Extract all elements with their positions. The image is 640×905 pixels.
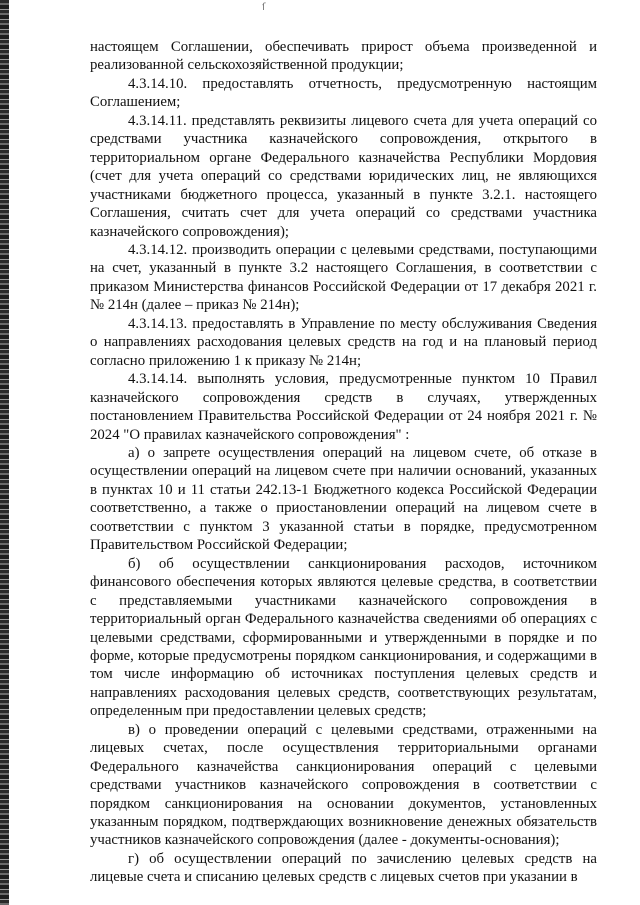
subparagraph-b: б) об осуществлении санкционирования расходов, источником финансового обеспечения которых являются целевые средства, в соответствии с представляемыми участниками казначейского сопровождения в территориальный орган Федерального казначейства сведениями об операциях с целевыми средствами, сформированными и утвержденными в порядке и по форме, которые предусмотрены порядком санкционирования, и содержащими в том числе информацию об источниках поступления целевых средств и направлениях расходования целевых средств, соответствующих результатам, определенным при предоставлении целевых средств; — [90, 555, 597, 720]
paragraph-4-3-14-12: 4.3.14.12. производить операции с целевыми средствами, поступающими на счет, указанный в пункте 3.2 настоящего Соглашения, в соответствии с приказом Министерства финансов Российской Федерации от 17 декабря 2021 г. № 214н (далее – приказ № 214н); — [90, 241, 597, 314]
subparagraph-g: г) об осуществлении операций по зачислению целевых средств на лицевые счета и списанию целевых средств с лицевых счетов при указании в — [90, 850, 597, 886]
paragraph-4-3-14-10: 4.3.14.10. предоставлять отчетность, предусмотренную настоящим Соглашением; — [90, 75, 597, 111]
paragraph-4-3-14-14: 4.3.14.14. выполнять условия, предусмотренные пунктом 10 Правил казначейского сопровождения средств в случаях, утвержденных постановлением Правительства Российской Федерации от 24 ноября 2021 г. № 2024 "О правилах казначейского сопровождения" : — [90, 371, 597, 443]
scan-mark: ſ — [262, 2, 266, 13]
scan-binding-edge — [0, 0, 9, 905]
subparagraph-v: в) о проведении операций с целевыми средствами, отраженными на лицевых счетах, после осуществления территориальными органами Федерального казначейства санкционирования операций с целевыми средствами участников казначейского сопровождения в соответствии с порядком санкционирования на основании документов, установленных указанным порядком, подтверждающих возникновение денежных обязательств участников казначейского сопровождения (далее - документы-основания); — [90, 721, 597, 849]
paragraph-4-3-14-13: 4.3.14.13. предоставлять в Управление по месту обслуживания Сведения о направлениях расходования целевых средств на год и на плановый период согласно приложению 1 к приказу № 214н; — [90, 315, 597, 369]
document-body — [90, 38, 597, 887]
subparagraph-a: а) о запрете осуществления операций на лицевом счете, об отказе в осуществлении операций на лицевом счете при наличии оснований, указанных в пунктах 10 и 11 статьи 242.13-1 Бюджетного кодекса Российской Федерации соответственно, а также о приостановлении операций на лицевом счете в соответствии с пунктом 3 указанной статьи в порядке, предусмотренном Правительством Российской Федерации; — [90, 444, 597, 554]
paragraph-continuation: настоящем Соглашении, обеспечивать прирост объема произведенной и реализованной сельскохозяйственной продукции; — [90, 39, 597, 74]
paragraph-4-3-14-11: 4.3.14.11. представлять реквизиты лицевого счета для учета операций со средствами участника казначейского сопровождения, открытого в территориальном органе Федерального казначейства Республики Мордовия (счет для учета операций со средствами юридических лиц, не являющихся участниками бюджетного процесса, указанный в пункте 3.2.1. настоящего Соглашения, считать счет для учета операций со средствами участника казначейского сопровождения); — [90, 112, 597, 240]
